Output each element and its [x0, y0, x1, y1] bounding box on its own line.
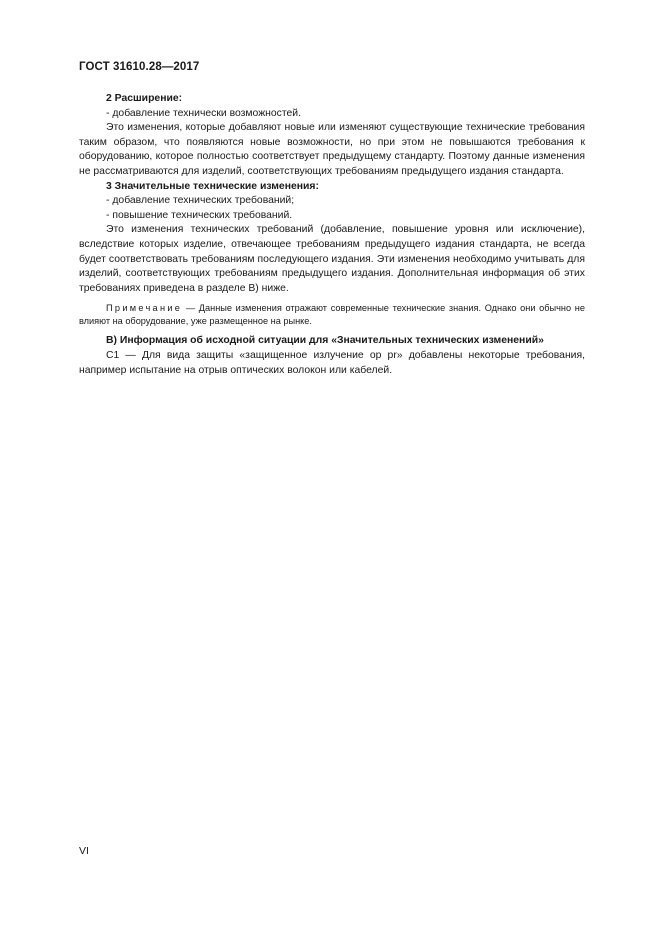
- section-3-item-1: - добавление технических требований;: [106, 195, 295, 207]
- page-number: VI: [79, 845, 89, 857]
- section-2-item-1: - добавление технически возможностей.: [106, 107, 301, 119]
- section-3-item-2: - повышение технических требований.: [106, 209, 293, 221]
- section-b-heading: В) Информация об исходной ситуации для «Значительных технических изменений»: [106, 335, 544, 347]
- note-text: — Данные изменения отражают современные технические знания. Однако они обычно не влияют на оборудование, уже размещенное на рынке.: [79, 303, 585, 327]
- document-body: [79, 92, 585, 378]
- section-2-heading: 2 Расширение:: [106, 93, 183, 104]
- section-2-paragraph: Это изменения, которые добавляют новые или изменяют существующие технические требования таким образом, что появляются новые возможности, но при этом не повышаются требования к оборудованию, которое полностью соответствует предыдущему стандарту. Поэтому данные изменения не рассматриваются для изделий, соответствующих требованиям предыдущего издания стандарта.: [79, 122, 585, 177]
- note-label: Примечание: [106, 303, 183, 314]
- section-b-paragraph: С1 — Для вида защиты «защищенное излучение op pr» добавлены некоторые требования, например испытание на отрыв оптических волокон или кабелей.: [79, 349, 585, 376]
- section-3-heading: 3 Значительные технические изменения:: [106, 180, 319, 192]
- note-paragraph: [79, 302, 585, 328]
- document-header: ГОСТ 31610.28—2017: [79, 61, 200, 73]
- section-3-paragraph: Это изменения технических требований (добавление, повышение уровня или исключение), вследствие которых изделие, отвечающее требованиям предыдущего издания стандарта, не всегда будет соответствовать требованиям последующего издания. Эти изменения необходимо учитывать для изделий, соответствующих требованиям предыдущего издания. Дополнительная информация об этих требованиях приведена в разделе В) ниже.: [79, 224, 585, 294]
